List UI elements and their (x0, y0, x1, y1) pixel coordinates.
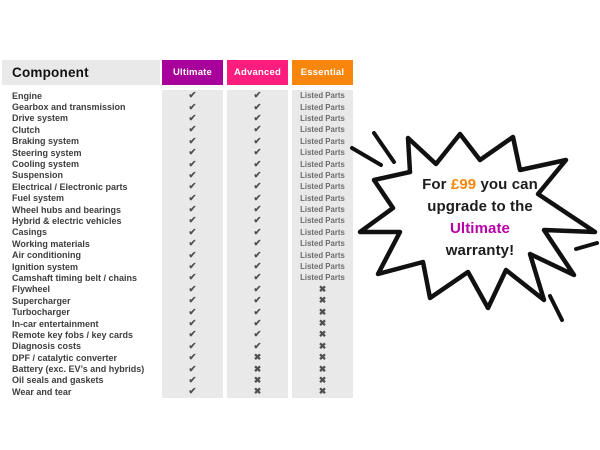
speed-line-right (576, 243, 597, 249)
component-name: Engine (12, 90, 43, 101)
cell-ultimate: ✔ (188, 181, 197, 193)
cell-essential: ✖ (318, 329, 327, 340)
cell-ultimate: ✔ (188, 204, 197, 216)
component-name: Remote key fobs / key cards (12, 329, 134, 340)
cell-essential: Listed Parts (300, 113, 345, 123)
component-name: Camshaft timing belt / chains (12, 272, 138, 283)
cell-essential: Listed Parts (300, 239, 345, 249)
component-name: Suspension (12, 170, 64, 181)
cell-essential: ✖ (318, 283, 327, 294)
cell-advanced: ✔ (253, 283, 262, 295)
cell-essential: ✖ (318, 386, 327, 397)
component-name: Casings (12, 227, 48, 238)
cell-advanced: ✔ (253, 215, 262, 227)
component-name: Wheel hubs and bearings (12, 204, 122, 215)
cell-essential: ✖ (318, 340, 327, 351)
cell-essential: Listed Parts (300, 273, 345, 283)
cell-ultimate: ✔ (188, 135, 197, 147)
cell-advanced: ✔ (253, 135, 262, 147)
plan-badge-advanced (227, 60, 288, 85)
speed-line-top-left-long (352, 148, 381, 165)
bubble-price: £99 (450, 176, 477, 193)
cell-essential: Listed Parts (300, 216, 345, 226)
cell-advanced: ✖ (253, 363, 262, 374)
cell-advanced: ✔ (253, 124, 262, 136)
cell-ultimate: ✔ (188, 238, 197, 250)
component-name: Cooling system (12, 159, 80, 170)
plan-badge-advanced-label: Advanced (233, 67, 281, 78)
component-name: In-car entertainment (12, 318, 99, 329)
cell-essential: Listed Parts (300, 136, 345, 146)
cell-ultimate: ✔ (188, 215, 197, 227)
component-name: Wear and tear (12, 386, 72, 397)
plan-badge-essential-label: Essential (300, 67, 345, 78)
speed-line-bottom-right (550, 296, 562, 320)
component-name: DPF / catalytic converter (12, 352, 118, 363)
component-name: Ignition system (12, 261, 79, 272)
component-name: Hybrid & electric vehicles (12, 215, 122, 226)
bubble-line2: upgrade to the (427, 198, 533, 215)
speed-line-top-left-short (374, 133, 394, 162)
cell-advanced: ✔ (253, 272, 262, 284)
cell-essential: Listed Parts (300, 205, 345, 215)
component-name: Diagnosis costs (12, 341, 82, 352)
bubble-line4: warranty! (445, 242, 515, 259)
component-name: Turbocharger (12, 307, 70, 318)
cell-essential: Listed Parts (300, 159, 345, 169)
cell-essential: Listed Parts (300, 125, 345, 135)
cell-essential: Listed Parts (300, 102, 345, 112)
cell-essential: Listed Parts (300, 170, 345, 180)
cell-essential: Listed Parts (300, 227, 345, 237)
component-name: Fuel system (12, 193, 65, 204)
cell-advanced: ✔ (253, 340, 262, 352)
cell-ultimate: ✔ (188, 386, 197, 398)
cell-essential: ✖ (318, 363, 327, 374)
cell-advanced: ✔ (253, 249, 262, 261)
cell-ultimate: ✔ (188, 192, 197, 204)
cell-ultimate: ✔ (188, 101, 197, 113)
cell-ultimate: ✔ (188, 283, 197, 295)
cell-essential: Listed Parts (300, 250, 345, 260)
cell-advanced: ✔ (253, 204, 262, 216)
cell-ultimate: ✔ (188, 352, 197, 364)
component-name: Supercharger (12, 295, 71, 306)
cell-essential: ✖ (318, 306, 327, 317)
component-name: Electrical / Electronic parts (12, 181, 128, 192)
cell-advanced: ✔ (253, 261, 262, 273)
cell-advanced: ✔ (253, 295, 262, 307)
component-name: Braking system (12, 136, 80, 147)
cell-ultimate: ✔ (188, 112, 197, 124)
cell-advanced: ✔ (253, 112, 262, 124)
cell-ultimate: ✔ (188, 363, 197, 375)
cell-advanced: ✔ (253, 306, 262, 318)
cell-essential: ✖ (318, 295, 327, 306)
cell-ultimate: ✔ (188, 90, 197, 102)
plan-badge-ultimate (162, 60, 223, 85)
cell-advanced: ✔ (253, 238, 262, 250)
table-body (2, 90, 357, 398)
component-name: Gearbox and transmission (12, 102, 126, 113)
cell-essential: Listed Parts (300, 262, 345, 272)
component-header-label: Component (12, 65, 89, 80)
cell-advanced: ✔ (253, 226, 262, 238)
cell-essential: Listed Parts (300, 193, 345, 203)
cell-ultimate: ✔ (188, 374, 197, 386)
component-name: Flywheel (12, 284, 51, 295)
component-name: Steering system (12, 147, 82, 158)
component-name: Battery (exc. EV’s and hybrids) (12, 364, 145, 375)
cell-ultimate: ✔ (188, 158, 197, 170)
cell-advanced: ✔ (253, 318, 262, 329)
component-name: Air conditioning (12, 250, 81, 261)
cell-ultimate: ✔ (188, 340, 197, 352)
cell-ultimate: ✔ (188, 249, 197, 261)
component-name: Working materials (12, 238, 90, 249)
cell-advanced: ✔ (253, 90, 262, 102)
component-column-header (2, 60, 160, 85)
cell-advanced: ✔ (253, 101, 262, 113)
cell-ultimate: ✔ (188, 169, 197, 181)
cell-ultimate: ✔ (188, 124, 197, 136)
component-name: Oil seals and gaskets (12, 375, 104, 386)
cell-advanced: ✖ (253, 386, 262, 397)
component-name: Clutch (12, 124, 40, 135)
cell-essential: Listed Parts (300, 91, 345, 101)
cell-ultimate: ✔ (188, 329, 197, 341)
cell-ultimate: ✔ (188, 295, 197, 307)
cell-essential: ✖ (318, 374, 327, 385)
cell-advanced: ✖ (253, 374, 262, 385)
bubble-line1-prefix: For (422, 176, 451, 193)
cell-ultimate: ✔ (188, 306, 197, 318)
cell-ultimate: ✔ (188, 261, 197, 273)
plan-badge-ultimate-label: Ultimate (172, 67, 213, 78)
cell-advanced: ✔ (253, 147, 262, 159)
cell-advanced: ✖ (253, 352, 262, 363)
component-name: Drive system (12, 113, 69, 124)
cell-ultimate: ✔ (188, 147, 197, 159)
cell-advanced: ✔ (253, 329, 262, 341)
cell-advanced: ✔ (253, 192, 262, 204)
cell-ultimate: ✔ (188, 272, 197, 284)
cell-ultimate: ✔ (188, 318, 197, 329)
cell-advanced: ✔ (253, 169, 262, 181)
cell-essential: ✖ (318, 352, 327, 363)
cell-advanced: ✔ (253, 158, 262, 170)
cell-essential: Listed Parts (300, 148, 345, 158)
cell-ultimate: ✔ (188, 226, 197, 238)
bubble-highlight: Ultimate (450, 220, 510, 237)
plan-badge-essential (292, 60, 353, 85)
bubble-line1-suffix: you can (476, 176, 538, 193)
cell-essential: ✖ (318, 318, 327, 328)
cell-advanced: ✔ (253, 181, 262, 193)
cell-essential: Listed Parts (300, 182, 345, 192)
bubble-text (394, 174, 566, 262)
